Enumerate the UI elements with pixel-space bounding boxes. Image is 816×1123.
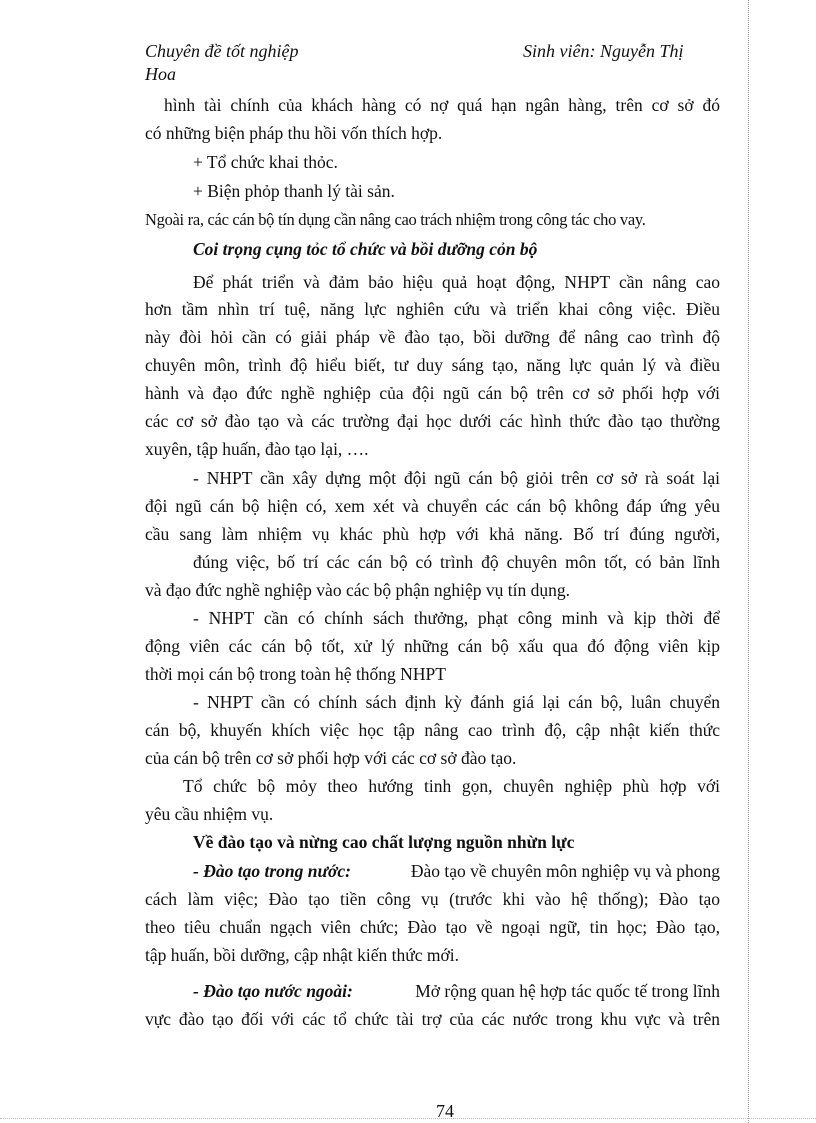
text-line: này đòi hỏi cần có giải pháp về đào tạo, bồi dưỡng để nâng cao trình độ	[145, 327, 720, 347]
text-line: chuyên môn, trình độ hiểu biết, tư duy sáng tạo, năng lực quản lý và điều	[145, 355, 720, 375]
text-line	[193, 980, 720, 1002]
page-margin-line	[748, 0, 749, 1123]
header-course-title	[145, 40, 405, 86]
text-line: hình tài chính của khách hàng có nợ quá hạn ngân hàng, trên cơ sở đó	[164, 95, 720, 115]
subheading-domestic-training: - Đào tạo trong nước:	[193, 861, 351, 881]
text-line: hơn tầm nhìn trí tuệ, năng lực nghiên cứu và triển khai công việc. Điều	[145, 299, 720, 319]
text-line: các cơ sở đào tạo và các trường đại học dưới các hình thức đào tạo thường	[145, 411, 720, 431]
text-line: + Biện phỏp thanh lý tài sản.	[193, 181, 395, 201]
text-line: xuyên, tập huấn, đào tạo lại, ….	[145, 439, 369, 459]
text-line	[193, 860, 720, 882]
text-line: của cán bộ trên cơ sở phối hợp với các cơ sở đào tạo.	[145, 748, 517, 768]
header-course-title-line1: Chuyên đề tốt nghiệp	[145, 41, 299, 61]
text-line: + Tổ chức khai thỏc.	[193, 152, 338, 172]
text-line: - NHPT cần xây dựng một đội ngũ cán bộ giỏi trên cơ sở rà soát lại	[193, 468, 720, 488]
text-line: cách làm việc; Đào tạo tiền công vụ (trước khi vào hệ thống); Đào tạo	[145, 889, 720, 909]
text-line: - NHPT cần có chính sách định kỳ đánh giá lại cán bộ, luân chuyển	[193, 692, 720, 712]
text-line: Để phát triển và đảm bảo hiệu quả hoạt động, NHPT cần nâng cao	[193, 272, 720, 292]
text-line: Tổ chức bộ mỏy theo hướng tinh gọn, chuyên nghiệp phù hợp với	[183, 776, 720, 796]
text-line: tập huấn, bồi dưỡng, cập nhật kiến thức mới.	[145, 945, 460, 965]
text-line: cán bộ, khuyến khích việc học tập nâng cao trình độ, cập nhật kiến thức	[145, 720, 720, 740]
section-heading: Coi trọng cụng tỏc tổ chức và bồi dưỡng cỏn bộ	[193, 239, 538, 259]
text-line: đội ngũ cán bộ hiện có, xem xét và chuyển các cán bộ không đáp ứng yêu	[145, 496, 720, 516]
header-course-title-line2: Hoa	[145, 64, 176, 84]
text-line: đúng việc, bố trí các cán bộ có trình độ chuyên môn tốt, có bản lĩnh	[193, 552, 720, 572]
header-student-name: Sinh viên: Nguyễn Thị	[523, 41, 684, 61]
text-line: yêu cầu nhiệm vụ.	[145, 804, 274, 824]
text-fragment: Mở rộng quan hệ hợp tác quốc tế trong lĩnh	[415, 981, 720, 1001]
text-line: - NHPT cần có chính sách thưởng, phạt công minh và kịp thời để	[193, 608, 720, 628]
text-line: theo tiêu chuẩn ngạch viên chức; Đào tạo về ngoại ngữ, tin học; Đào tạo,	[145, 917, 720, 937]
section-heading: Về đào tạo và nừng cao chất lượng nguồn nhừn lực	[193, 832, 575, 852]
text-line: động viên các cán bộ tốt, xử lý những cán bộ xấu qua đó động viên kịp	[145, 636, 720, 656]
text-line: vực đào tạo đối với các tổ chức tài trợ của các nước trong khu vực và trên	[145, 1009, 720, 1029]
text-line: cầu sang làm nhiệm vụ khác phù hợp với khả năng. Bố trí đúng người,	[145, 524, 720, 544]
subheading-overseas-training: - Đào tạo nước ngoài:	[193, 981, 353, 1001]
page-number: 74	[436, 1101, 454, 1121]
text-line: hành và đạo đức nghề nghiệp của đội ngũ cán bộ trên cơ sở phối hợp với	[145, 383, 720, 403]
text-line: và đạo đức nghề nghiệp vào các bộ phận nghiệp vụ tín dụng.	[145, 580, 570, 600]
text-line: Ngoài ra, các cán bộ tín dụng cần nâng cao trách nhiệm trong công tác cho vay.	[145, 210, 646, 229]
text-line: thời mọi cán bộ trong toàn hệ thống NHPT	[145, 664, 446, 684]
text-fragment: Đào tạo về chuyên môn nghiệp vụ và phong	[410, 861, 720, 881]
text-line: có những biện pháp thu hồi vốn thích hợp.	[145, 123, 443, 143]
